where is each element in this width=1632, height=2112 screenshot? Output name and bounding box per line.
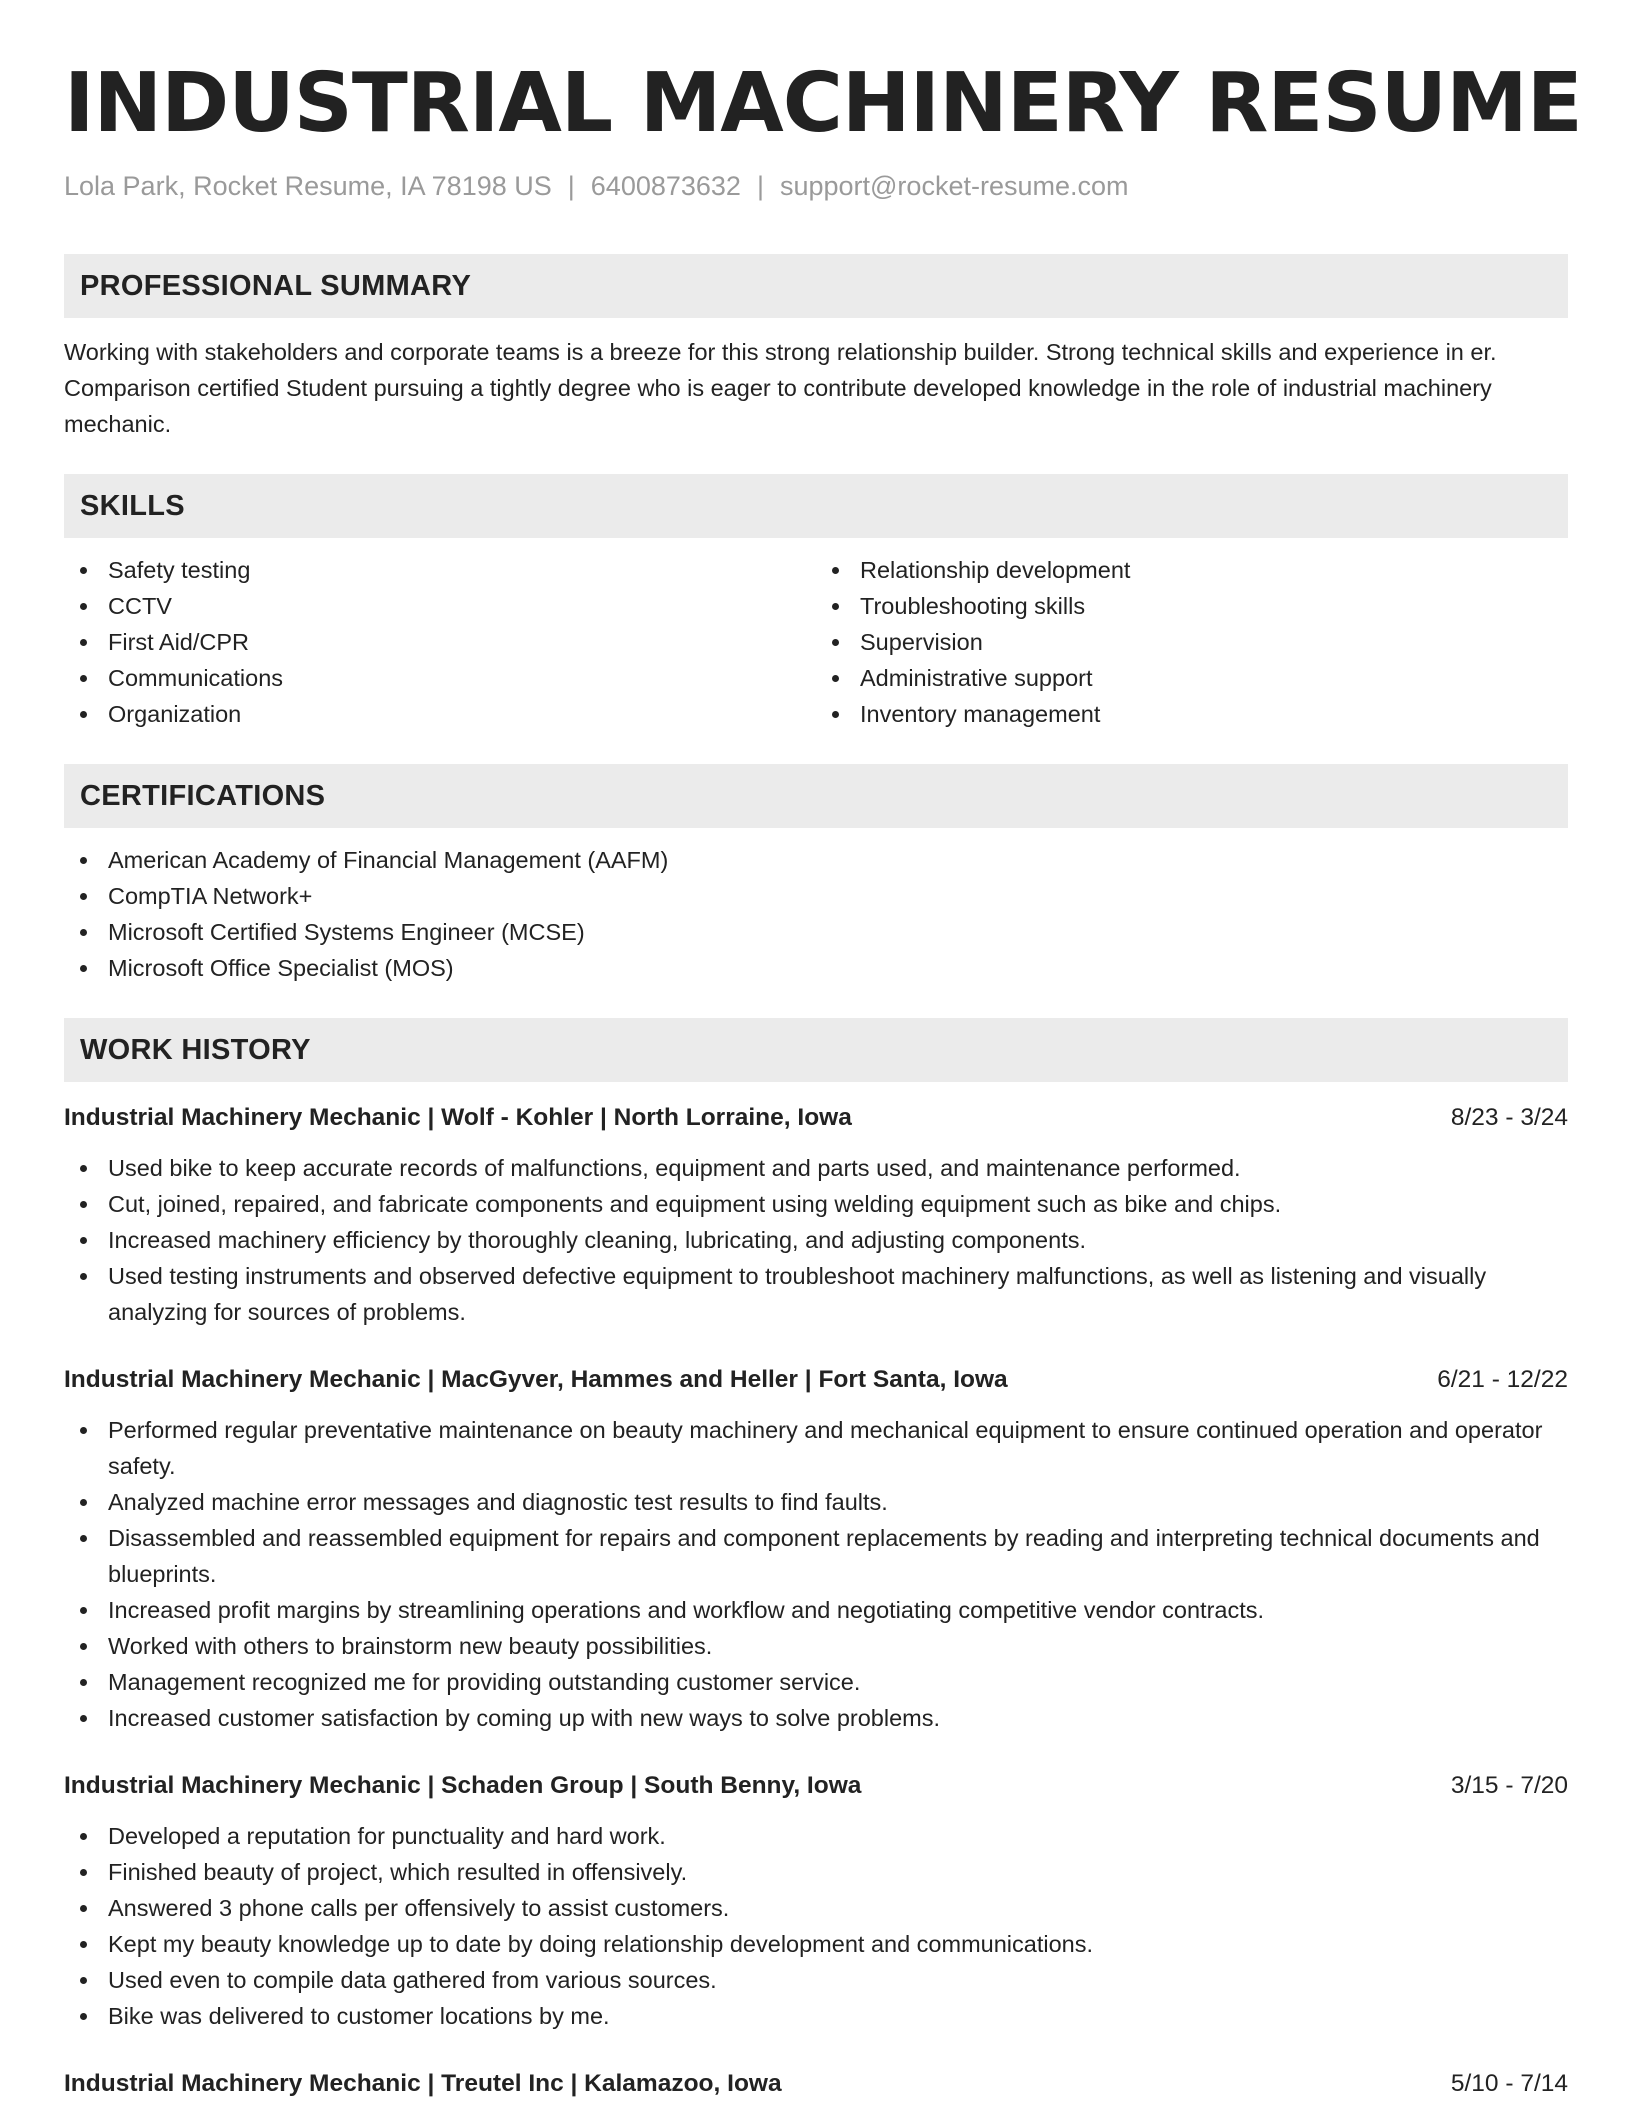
contact-phone: 6400873632 — [590, 171, 741, 201]
work-history-heading: WORK HISTORY — [64, 1018, 1568, 1082]
skill-item: Troubleshooting skills — [816, 588, 1568, 624]
job-header — [64, 1100, 1568, 1136]
job-entry — [64, 1100, 1568, 1330]
job-duty: Used even to compile data gathered from various sources. — [64, 1962, 1568, 1998]
job-header — [64, 1768, 1568, 1804]
summary-heading: PROFESSIONAL SUMMARY — [64, 254, 1568, 318]
job-duty: Cut, joined, repaired, and fabricate components and equipment using welding equipment such as bike and chips. — [64, 1186, 1568, 1222]
contact-address: Lola Park, Rocket Resume, IA 78198 US — [64, 171, 552, 201]
contact-email[interactable]: support@rocket-resume.com — [779, 171, 1129, 201]
job-duty: Disassembled and reassembled equipment for repairs and component replacements by reading and interpreting technical documents and blueprints. — [64, 1520, 1568, 1592]
certifications-heading: CERTIFICATIONS — [64, 764, 1568, 828]
skill-item: Organization — [64, 696, 816, 732]
job-entry — [64, 2066, 1568, 2102]
job-duties — [64, 1818, 1568, 2034]
skills-list-right — [816, 552, 1568, 732]
resume-title: INDUSTRIAL MACHINERY RESUME — [64, 56, 1582, 151]
job-entry — [64, 1362, 1568, 1736]
job-duty: Increased machinery efficiency by thoroughly cleaning, lubricating, and adjusting components. — [64, 1222, 1568, 1258]
job-duty: Answered 3 phone calls per offensively to assist customers. — [64, 1890, 1568, 1926]
certification-item: Microsoft Certified Systems Engineer (MCSE) — [64, 914, 1568, 950]
job-duty: Worked with others to brainstorm new beauty possibilities. — [64, 1628, 1568, 1664]
job-title: Industrial Machinery Mechanic | Wolf - Kohler | North Lorraine, Iowa — [64, 1104, 852, 1131]
contact-separator: | — [756, 171, 764, 201]
skills-heading: SKILLS — [64, 474, 1568, 538]
job-duty: Management recognized me for providing outstanding customer service. — [64, 1664, 1568, 1700]
job-duty: Increased profit margins by streamlining operations and workflow and negotiating competitive vendor contracts. — [64, 1592, 1568, 1628]
certification-item: Microsoft Office Specialist (MOS) — [64, 950, 1568, 986]
job-duty: Used testing instruments and observed defective equipment to troubleshoot machinery malfunctions, as well as listening and visually analyzing for sources of problems. — [64, 1258, 1568, 1330]
job-title: Industrial Machinery Mechanic | Schaden Group | South Benny, Iowa — [64, 1772, 862, 1799]
summary-text: Working with stakeholders and corporate teams is a breeze for this strong relationship builder. Strong technical skills and experience in er. Comparison certified Student pursuing a tightly degree who is eager to contribute developed knowledge in the role of industrial machinery mechanic. — [64, 339, 1497, 437]
skill-item: Communications — [64, 660, 816, 696]
certification-item: CompTIA Network+ — [64, 878, 1568, 914]
contact-line — [64, 168, 1568, 204]
skill-item: Inventory management — [816, 696, 1568, 732]
job-duties — [64, 1412, 1568, 1736]
job-header — [64, 1362, 1568, 1398]
skill-item: CCTV — [64, 588, 816, 624]
skill-item: Administrative support — [816, 660, 1568, 696]
job-duty: Bike was delivered to customer locations by me. — [64, 1998, 1568, 2034]
job-title: Industrial Machinery Mechanic | Treutel Inc | Kalamazoo, Iowa — [64, 2070, 782, 2097]
certifications-list — [64, 842, 1568, 986]
contact-separator: | — [567, 171, 575, 201]
skill-item: Relationship development — [816, 552, 1568, 588]
skills-column-right — [816, 552, 1568, 732]
skills-column-left — [64, 552, 816, 732]
skills-grid — [64, 552, 1568, 732]
job-entry — [64, 1768, 1568, 2034]
job-duties — [64, 1150, 1568, 1330]
job-dates: 8/23 - 3/24 — [1450, 1104, 1568, 1131]
job-duty: Kept my beauty knowledge up to date by doing relationship development and communications. — [64, 1926, 1568, 1962]
job-dates: 5/10 - 7/14 — [1450, 2070, 1568, 2097]
job-title: Industrial Machinery Mechanic | MacGyver, Hammes and Heller | Fort Santa, Iowa — [64, 1366, 1008, 1393]
certification-item: American Academy of Financial Management (AAFM) — [64, 842, 1568, 878]
job-header — [64, 2066, 1568, 2102]
job-duty: Finished beauty of project, which resulted in offensively. — [64, 1854, 1568, 1890]
skills-list-left — [64, 552, 816, 732]
job-dates: 6/21 - 12/22 — [1437, 1366, 1568, 1393]
job-duty: Used bike to keep accurate records of malfunctions, equipment and parts used, and maintenance performed. — [64, 1150, 1568, 1186]
job-duty: Increased customer satisfaction by coming up with new ways to solve problems. — [64, 1700, 1568, 1736]
job-dates: 3/15 - 7/20 — [1450, 1772, 1568, 1799]
skill-item: First Aid/CPR — [64, 624, 816, 660]
skill-item: Supervision — [816, 624, 1568, 660]
job-duty: Performed regular preventative maintenance on beauty machinery and mechanical equipment to ensure continued operation and operator safety. — [64, 1412, 1568, 1484]
job-duty: Analyzed machine error messages and diagnostic test results to find faults. — [64, 1484, 1568, 1520]
job-duty: Developed a reputation for punctuality and hard work. — [64, 1818, 1568, 1854]
skill-item: Safety testing — [64, 552, 816, 588]
